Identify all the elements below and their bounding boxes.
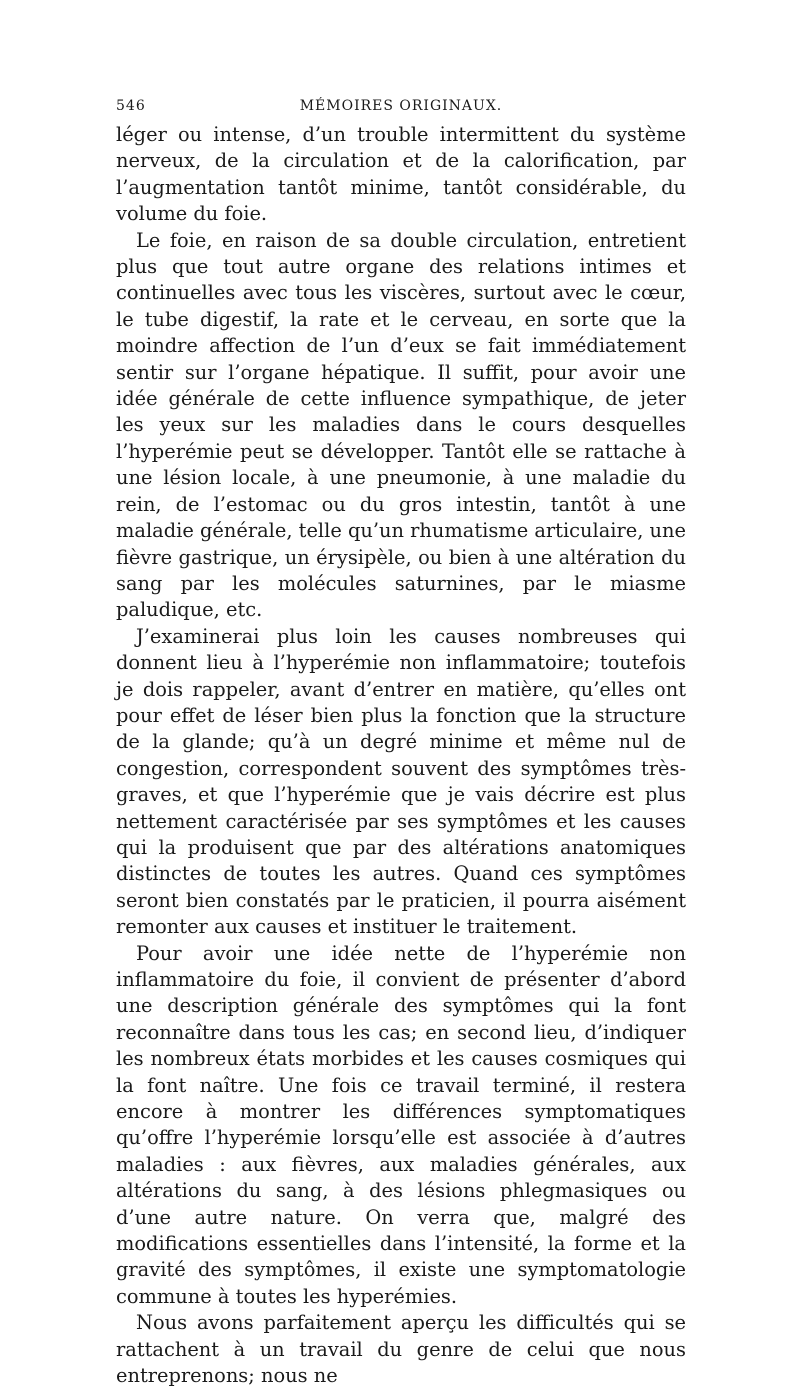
paragraph-difficulties: Nous avons parfaitement aperçu les difficultés qui se rattachent à un travail du genre de celui que nous entreprenons; nous ne — [116, 1311, 686, 1388]
paragraph-causes: J’examinerai plus loin les causes nombreuses qui donnent lieu à l’hyperémie non inflammatoire; toutefois je dois rappeler, avant d’entrer en matière, qu’elles ont pour effet de léser bien plus la fonction que la structure de la glande; qu’à un degré minime et même nul de congestion, correspondent souvent des symptômes très-graves, et que l’hyperémie que je vais décrire est plus nettement caractérisée par ses symptômes et les causes qui la produisent que par des altérations anatomiques distinctes de toutes les autres. Quand ces symptômes seront bien constatés par le praticien, il pourra aisément remonter aux causes et instituer le traitement. — [116, 624, 686, 939]
page-number: 546 — [116, 98, 146, 114]
running-head — [116, 92, 686, 122]
paragraph-liver-circulation: Le foie, en raison de sa double circulation, entretient plus que tout autre organe des relations intimes et continuelles avec tous les viscères, surtout avec le cœur, le tube digestif, la rate et le cerveau, en sorte que la moindre affection de l’un d’eux se fait immédiatement sentir sur l’organe hépatique. Il suffit, pour avoir une idée générale de cette influence sympathique, de jeter les yeux sur les maladies dans le cours desquelles l’hyperémie peut se développer. Tantôt elle se rattache à une lésion locale, à une pneumonie, à une maladie du rein, de l’estomac ou du gros intestin, tantôt à une maladie générale, telle qu’un rhumatisme articulaire, une fièvre gastrique, un érysipèle, ou bien à une altération du sang par les molécules saturnines, par le miasme paludique, etc. — [116, 228, 686, 622]
running-title: MÉMOIRES ORIGINAUX. — [299, 98, 503, 114]
book-page — [116, 92, 686, 1388]
paragraph-description-plan: Pour avoir une idée nette de l’hyperémie non inflammatoire du foie, il convient de présenter d’abord une description générale des symptômes qui la font reconnaître dans tous les cas; en second lieu, d’indiquer les nombreux états morbides et les causes cosmiques qui la font naître. Une fois ce travail terminé, il restera encore à montrer les différences symptomatiques qu’offre l’hyperémie lorsqu’elle est associée à d’autres maladies : aux fièvres, aux maladies générales, aux altérations du sang, à des lésions phlegmasiques ou d’une autre nature. On verra que, malgré des modifications essentielles dans l’intensité, la forme et la gravité des symptômes, il existe une symptomatologie commune à toutes les hyperémies. — [116, 941, 686, 1308]
paragraph-continued: léger ou intense, d’un trouble intermittent du système nerveux, de la circulation et de la calorification, par l’augmentation tantôt minime, tantôt considérable, du volume du foie. — [116, 123, 686, 226]
